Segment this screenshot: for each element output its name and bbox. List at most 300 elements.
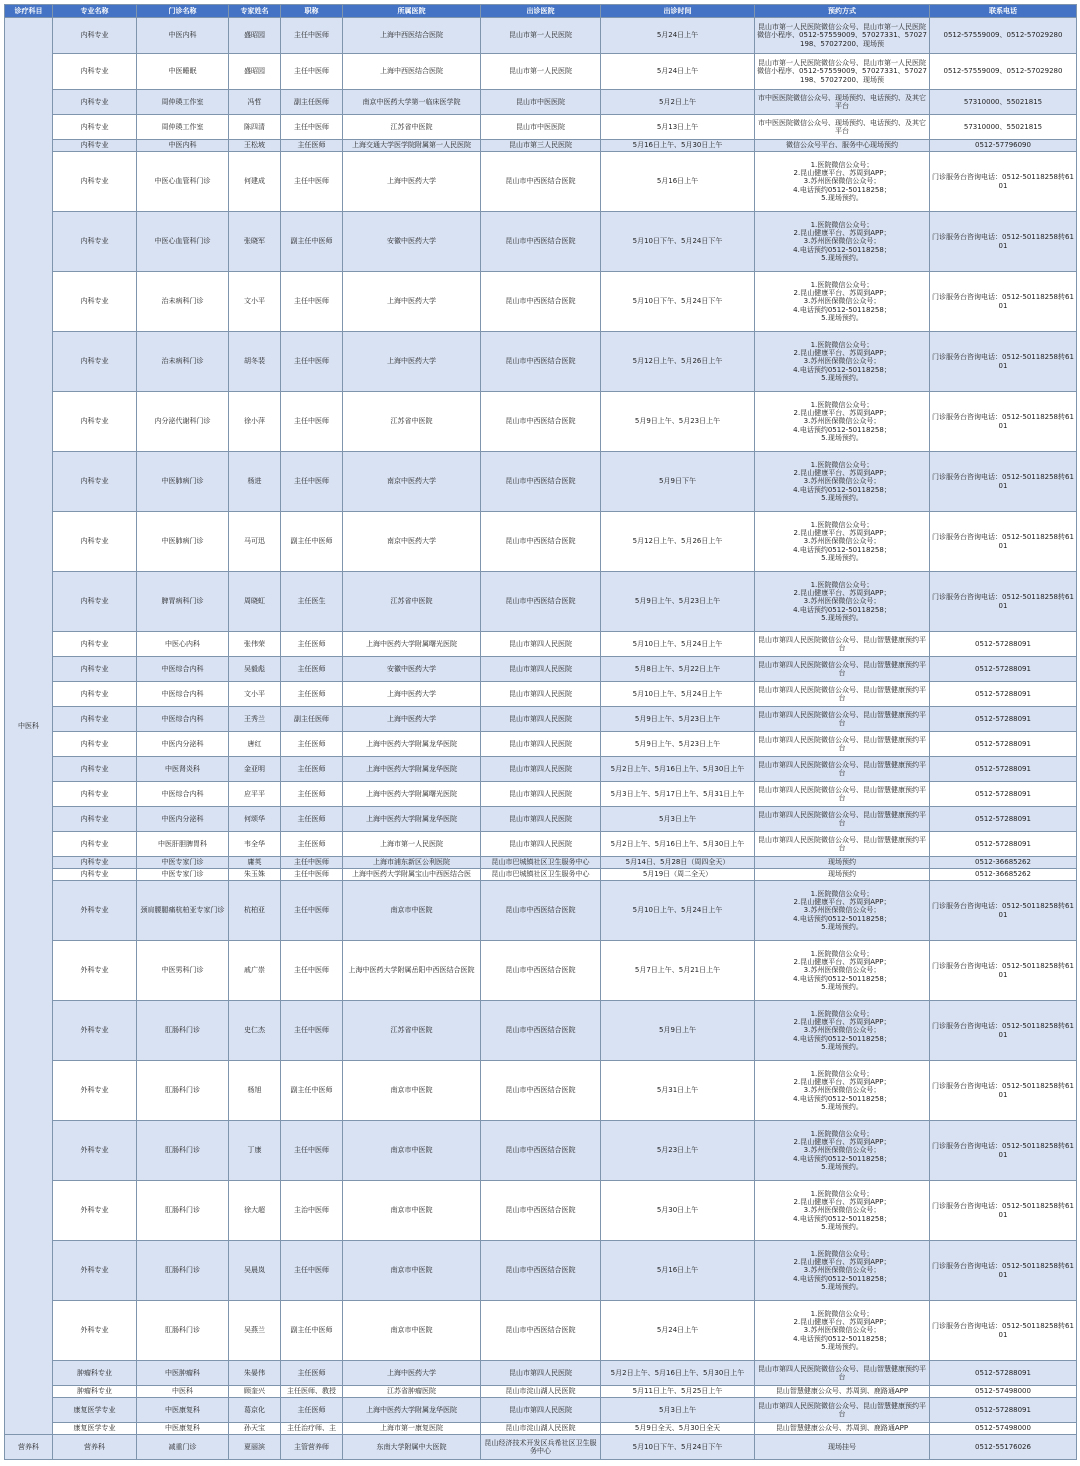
table-cell: 现场预约: [755, 869, 930, 881]
table-cell: 中医康复科: [137, 1423, 229, 1435]
table-cell: 主任中医师: [281, 869, 343, 881]
table-cell: 外科专业: [53, 1121, 137, 1181]
table-row: [5, 90, 1077, 115]
table-cell: 上海中医药大学附属龙华医院: [343, 807, 481, 832]
table-cell: 内科专业: [53, 115, 137, 140]
table-cell: 主任中医师: [281, 941, 343, 1001]
table-cell: 南京市中医院: [343, 1301, 481, 1361]
table-cell: 昆山市第四人民医院: [481, 782, 601, 807]
table-cell: 昆山市第四人民医院微信公众号、昆山智慧健康预约平台: [755, 782, 930, 807]
table-cell: 5月16日上午: [601, 152, 755, 212]
table-cell: 昆山市第四人民医院微信公众号、昆山智慧健康预约平台: [755, 657, 930, 682]
table-cell: 市中医医院微信公众号、现场预约、电话预约、及其它平台: [755, 90, 930, 115]
table-cell: 昆山市第一人民医院微信公众号、昆山市第一人民医院微信小程序、0512-57559009、57027331、57027198、57027200、现场预: [755, 54, 930, 90]
header-cell: 专业名称: [53, 5, 137, 18]
table-cell: 上海中医药大学: [343, 272, 481, 332]
table-cell: 朱玉姝: [229, 869, 281, 881]
table-cell: 1.医院微信公众号； 2.昆山健康平台、苏周到APP； 3.苏州医保微信公众号； 4.电话预约0512-50118258； 5.现场预约。: [755, 452, 930, 512]
table-row: [5, 1386, 1077, 1398]
table-cell: 中医综合内科: [137, 657, 229, 682]
table-cell: 1.医院微信公众号； 2.昆山健康平台、苏周到APP； 3.苏州医保微信公众号； 4.电话预约0512-50118258； 5.现场预约。: [755, 1001, 930, 1061]
table-cell: 5月10日下午、5月24日下午: [601, 212, 755, 272]
table-cell: 吴晨岚: [229, 1241, 281, 1301]
table-cell: 主任中医师: [281, 857, 343, 869]
table-cell: 1.医院微信公众号； 2.昆山健康平台、苏周到APP； 3.苏州医保微信公众号； 4.电话预约0512-50118258； 5.现场预约。: [755, 1241, 930, 1301]
table-cell: 昆山智慧健康公众号、苏周到、鹿路通APP: [755, 1386, 930, 1398]
table-cell: 昆山市中医医院: [481, 90, 601, 115]
table-cell: 内科专业: [53, 54, 137, 90]
table-row: [5, 452, 1077, 512]
table-cell: 昆山市第四人民医院: [481, 682, 601, 707]
table-cell: 中医肿瘤科: [137, 1361, 229, 1386]
table-cell: 昆山市第四人民医院: [481, 807, 601, 832]
header-cell: 诊疗科目: [5, 5, 53, 18]
table-cell: 王秀兰: [229, 707, 281, 732]
table-cell: 昆山市淀山湖人民医院: [481, 1423, 601, 1435]
table-row: [5, 572, 1077, 632]
table-cell: 内科专业: [53, 392, 137, 452]
table-cell: 张伟荣: [229, 632, 281, 657]
table-cell: 现场挂号: [755, 1435, 930, 1460]
table-cell: 微信公众号平台、服务中心现场预约: [755, 140, 930, 152]
table-cell: 南京市中医院: [343, 1061, 481, 1121]
table-cell: 内科专业: [53, 272, 137, 332]
table-cell: 何颂华: [229, 807, 281, 832]
table-cell: 南京中医药大学第一临床医学院: [343, 90, 481, 115]
table-cell: 门诊服务台咨询电话：0512-50118258转6101: [930, 1301, 1077, 1361]
table-cell: 盛昭园: [229, 54, 281, 90]
table-cell: 昆山市第一人民医院微信公众号、昆山市第一人民医院微信小程序、0512-57559009、57027331、57027198、57027200、现场预: [755, 18, 930, 54]
table-cell: 0512-57288091: [930, 1398, 1077, 1423]
table-cell: 昆山经济技术开发区兵希社区卫生服务中心: [481, 1435, 601, 1460]
table-cell: 周仲瑛工作室: [137, 90, 229, 115]
table-row: [5, 1301, 1077, 1361]
table-cell: 上海中医药大学: [343, 682, 481, 707]
table-cell: 中医专家门诊: [137, 857, 229, 869]
table-cell: 0512-57559009、0512-57029280: [930, 54, 1077, 90]
table-cell: 1.医院微信公众号； 2.昆山健康平台、苏周到APP； 3.苏州医保微信公众号； 4.电话预约0512-50118258； 5.现场预约。: [755, 512, 930, 572]
table-cell: 昆山市中西医结合医院: [481, 1001, 601, 1061]
table-cell: 上海市浦东新区公利医院: [343, 857, 481, 869]
table-cell: 1.医院微信公众号； 2.昆山健康平台、苏周到APP； 3.苏州医保微信公众号； 4.电话预约0512-50118258； 5.现场预约。: [755, 392, 930, 452]
table-cell: 吴毅彪: [229, 657, 281, 682]
table-cell: 0512-57288091: [930, 782, 1077, 807]
table-cell: 门诊服务台咨询电话：0512-50118258转6101: [930, 1061, 1077, 1121]
table-cell: 1.医院微信公众号； 2.昆山健康平台、苏周到APP； 3.苏州医保微信公众号； 4.电话预约0512-50118258； 5.现场预约。: [755, 332, 930, 392]
table-cell: 治未病科门诊: [137, 272, 229, 332]
table-row: [5, 272, 1077, 332]
table-row: [5, 632, 1077, 657]
table-cell: 周仲瑛工作室: [137, 115, 229, 140]
table-cell: 1.医院微信公众号； 2.昆山健康平台、苏周到APP； 3.苏州医保微信公众号； 4.电话预约0512-50118258； 5.现场预约。: [755, 152, 930, 212]
table-cell: 主任医师: [281, 732, 343, 757]
table-cell: 0512-57288091: [930, 682, 1077, 707]
table-cell: 门诊服务台咨询电话：0512-50118258转6101: [930, 1121, 1077, 1181]
table-cell: 中医肺病门诊: [137, 452, 229, 512]
table-cell: 门诊服务台咨询电话：0512-50118258转6101: [930, 392, 1077, 452]
table-cell: 外科专业: [53, 1061, 137, 1121]
table-cell: 江苏省肿瘤医院: [343, 1386, 481, 1398]
table-header: [5, 5, 1077, 18]
table-cell: 顾奎兴: [229, 1386, 281, 1398]
table-cell: 1.医院微信公众号； 2.昆山健康平台、苏周到APP； 3.苏州医保微信公众号； 4.电话预约0512-50118258； 5.现场预约。: [755, 212, 930, 272]
table-row: [5, 1435, 1077, 1460]
table-cell: 丁康: [229, 1121, 281, 1181]
table-cell: 5月10日上午、5月24日上午: [601, 632, 755, 657]
table-cell: 昆山市第四人民医院微信公众号、昆山智慧健康预约平台: [755, 832, 930, 857]
table-row: [5, 18, 1077, 54]
table-cell: 0512-57288091: [930, 707, 1077, 732]
table-cell: 内科专业: [53, 757, 137, 782]
table-cell: 庸英: [229, 857, 281, 869]
header-cell: 出诊医院: [481, 5, 601, 18]
table-row: [5, 115, 1077, 140]
table-cell: 门诊服务台咨询电话：0512-50118258转6101: [930, 272, 1077, 332]
table-cell: 内科专业: [53, 18, 137, 54]
table-cell: 1.医院微信公众号； 2.昆山健康平台、苏周到APP； 3.苏州医保微信公众号； 4.电话预约0512-50118258； 5.现场预约。: [755, 572, 930, 632]
table-cell: 0512-57498000: [930, 1386, 1077, 1398]
table-cell: 5月9日上午、5月23日上午: [601, 572, 755, 632]
table-cell: 外科专业: [53, 1001, 137, 1061]
header-cell: 专家姓名: [229, 5, 281, 18]
table-cell: 主任医师: [281, 657, 343, 682]
table-cell: 上海中医药大学附属曙光医院: [343, 632, 481, 657]
table-cell: 主任中医师: [281, 1241, 343, 1301]
table-cell: 江苏省中医院: [343, 392, 481, 452]
table-cell: 上海中医药大学附属曙光医院: [343, 782, 481, 807]
table-cell: 江苏省中医院: [343, 572, 481, 632]
table-cell: 昆山市第一人民医院: [481, 18, 601, 54]
table-cell: 副主任医师: [281, 90, 343, 115]
table-cell: 主任医师: [281, 1398, 343, 1423]
table-cell: 5月24日上午: [601, 18, 755, 54]
table-cell: 门诊服务台咨询电话：0512-50118258转6101: [930, 452, 1077, 512]
table-cell: 主任医师: [281, 807, 343, 832]
table-cell: 外科专业: [53, 1241, 137, 1301]
table-cell: 昆山市中西医结合医院: [481, 272, 601, 332]
table-cell: 门诊服务台咨询电话：0512-50118258转6101: [930, 572, 1077, 632]
table-cell: 中医男科门诊: [137, 941, 229, 1001]
table-cell: 东南大学附属中大医院: [343, 1435, 481, 1460]
table-cell: 5月10日下午、5月24日下午: [601, 272, 755, 332]
table-cell: 营养科: [53, 1435, 137, 1460]
table-row: [5, 1361, 1077, 1386]
table-cell: 5月7日上午、5月21日上午: [601, 941, 755, 1001]
table-cell: 江苏省中医院: [343, 1001, 481, 1061]
table-cell: 韦全华: [229, 832, 281, 857]
table-cell: 肛肠科门诊: [137, 1121, 229, 1181]
table-cell: 中医肾炎科: [137, 757, 229, 782]
table-cell: 0512-57288091: [930, 757, 1077, 782]
table-cell: 昆山市中西医结合医院: [481, 512, 601, 572]
table-cell: 内科专业: [53, 572, 137, 632]
table-cell: 主任中医师: [281, 115, 343, 140]
table-cell: 0512-36685262: [930, 869, 1077, 881]
table-cell: 5月16日上午、5月30日上午: [601, 140, 755, 152]
table-cell: 主管营养师: [281, 1435, 343, 1460]
table-cell: 5月13日上午: [601, 115, 755, 140]
table-cell: 外科专业: [53, 1181, 137, 1241]
table-cell: 昆山市中西医结合医院: [481, 1181, 601, 1241]
table-cell: 肛肠科门诊: [137, 1001, 229, 1061]
table-cell: 昆山市第四人民医院微信公众号、昆山智慧健康预约平台: [755, 707, 930, 732]
table-cell: 杨旭: [229, 1061, 281, 1121]
table-cell: 1.医院微信公众号； 2.昆山健康平台、苏周到APP； 3.苏州医保微信公众号； 4.电话预约0512-50118258； 5.现场预约。: [755, 1061, 930, 1121]
department-cell: 营养科: [5, 1435, 53, 1460]
table-cell: 1.医院微信公众号； 2.昆山健康平台、苏周到APP； 3.苏州医保微信公众号； 4.电话预约0512-50118258； 5.现场预约。: [755, 881, 930, 941]
table-row: [5, 832, 1077, 857]
table-cell: 5月8日上午、5月22日上午: [601, 657, 755, 682]
table-cell: 0512-55176026: [930, 1435, 1077, 1460]
header-cell: 出诊时间: [601, 5, 755, 18]
table-row: [5, 757, 1077, 782]
table-cell: 上海交通大学医学院附属第一人民医院: [343, 140, 481, 152]
table-body: [5, 18, 1077, 1460]
table-cell: 南京中医药大学: [343, 512, 481, 572]
table-cell: 昆山市淀山湖人民医院: [481, 1386, 601, 1398]
table-cell: 主任中医师: [281, 332, 343, 392]
header-cell: 预约方式: [755, 5, 930, 18]
table-cell: 中医内分泌科: [137, 807, 229, 832]
table-cell: 门诊服务台咨询电话：0512-50118258转6101: [930, 152, 1077, 212]
table-cell: 主任中医师: [281, 54, 343, 90]
table-cell: 上海市第一人民医院: [343, 832, 481, 857]
table-cell: 昆山市第四人民医院: [481, 657, 601, 682]
table-cell: 5月10日上午、5月24日上午: [601, 682, 755, 707]
table-cell: 0512-57288091: [930, 807, 1077, 832]
table-cell: 昆山市中西医结合医院: [481, 1301, 601, 1361]
table-cell: 5月9日上午、5月23日上午: [601, 732, 755, 757]
table-cell: 南京中医药大学: [343, 452, 481, 512]
table-row: [5, 657, 1077, 682]
table-cell: 南京市中医院: [343, 1241, 481, 1301]
table-cell: 昆山市第四人民医院微信公众号、昆山智慧健康预约平台: [755, 732, 930, 757]
table-cell: 肛肠科门诊: [137, 1301, 229, 1361]
table-cell: 副主任中医师: [281, 212, 343, 272]
table-cell: 主任医师: [281, 632, 343, 657]
table-cell: 0512-57559009、0512-57029280: [930, 18, 1077, 54]
table-cell: 5月9日下午: [601, 452, 755, 512]
table-cell: 1.医院微信公众号； 2.昆山健康平台、苏周到APP； 3.苏州医保微信公众号； 4.电话预约0512-50118258； 5.现场预约。: [755, 1121, 930, 1181]
table-row: [5, 732, 1077, 757]
table-cell: 昆山市巴城镇社区卫生服务中心: [481, 857, 601, 869]
table-cell: 1.医院微信公众号； 2.昆山健康平台、苏周到APP； 3.苏州医保微信公众号； 4.电话预约0512-50118258； 5.现场预约。: [755, 1181, 930, 1241]
table-cell: 减重门诊: [137, 1435, 229, 1460]
table-cell: 中医综合内科: [137, 682, 229, 707]
table-cell: 主任医师: [281, 757, 343, 782]
table-row: [5, 1423, 1077, 1435]
table-cell: 5月23日上午: [601, 1121, 755, 1181]
table-cell: 马可迅: [229, 512, 281, 572]
table-cell: 内科专业: [53, 682, 137, 707]
table-cell: 0512-57288091: [930, 1361, 1077, 1386]
table-cell: 主任治疗师、主: [281, 1423, 343, 1435]
table-cell: 昆山市第四人民医院: [481, 1398, 601, 1423]
table-cell: 上海中医药大学: [343, 1361, 481, 1386]
table-cell: 内分泌代谢科门诊: [137, 392, 229, 452]
table-cell: 门诊服务台咨询电话：0512-50118258转6101: [930, 1001, 1077, 1061]
table-cell: 吴燕兰: [229, 1301, 281, 1361]
table-row: [5, 140, 1077, 152]
table-cell: 徐大超: [229, 1181, 281, 1241]
table-cell: 夏丽滨: [229, 1435, 281, 1460]
table-cell: 上海中医药大学附属岳阳中西医结合医院: [343, 941, 481, 1001]
table-cell: 0512-57288091: [930, 732, 1077, 757]
table-cell: 5月30日上午: [601, 1181, 755, 1241]
table-cell: 主治中医师: [281, 1181, 343, 1241]
table-cell: 中医科: [137, 1386, 229, 1398]
table-cell: 内科专业: [53, 90, 137, 115]
table-row: [5, 512, 1077, 572]
table-cell: 主任医师: [281, 1361, 343, 1386]
table-cell: 门诊服务台咨询电话：0512-50118258转6101: [930, 332, 1077, 392]
table-cell: 中医内分泌科: [137, 732, 229, 757]
table-cell: 现场预约: [755, 857, 930, 869]
table-cell: 0512-57796090: [930, 140, 1077, 152]
table-row: [5, 1001, 1077, 1061]
table-row: [5, 392, 1077, 452]
table-cell: 中医肝胆脾胃科: [137, 832, 229, 857]
table-cell: 昆山市第四人民医院微信公众号、昆山智慧健康预约平台: [755, 1398, 930, 1423]
table-cell: 内科专业: [53, 807, 137, 832]
table-cell: 肛肠科门诊: [137, 1061, 229, 1121]
table-cell: 内科专业: [53, 140, 137, 152]
table-row: [5, 782, 1077, 807]
table-cell: 市中医医院微信公众号、现场预约、电话预约、及其它平台: [755, 115, 930, 140]
table-cell: 孙天宝: [229, 1423, 281, 1435]
table-cell: 昆山市中西医结合医院: [481, 1121, 601, 1181]
table-cell: 中医肺病门诊: [137, 512, 229, 572]
table-cell: 上海中西医结合医院: [343, 54, 481, 90]
table-cell: 肿瘤科专业: [53, 1386, 137, 1398]
table-cell: 5月11日上午、5月25日上午: [601, 1386, 755, 1398]
table-cell: 周晓虹: [229, 572, 281, 632]
table-cell: 昆山市中医医院: [481, 115, 601, 140]
table-cell: 外科专业: [53, 1301, 137, 1361]
table-cell: 杭柏亚: [229, 881, 281, 941]
table-cell: 主任中医师: [281, 1001, 343, 1061]
table-cell: 主任医师: [281, 682, 343, 707]
table-cell: 唐红: [229, 732, 281, 757]
table-cell: 杨进: [229, 452, 281, 512]
table-row: [5, 1241, 1077, 1301]
table-cell: 昆山市中西医结合医院: [481, 1061, 601, 1121]
table-cell: 中医内科: [137, 140, 229, 152]
table-cell: 主任医师、教授: [281, 1386, 343, 1398]
table-cell: 颈肩腰腿痛杭柏亚专家门诊: [137, 881, 229, 941]
header-cell: 联系电话: [930, 5, 1077, 18]
table-cell: 昆山市第四人民医院: [481, 732, 601, 757]
table-cell: 江苏省中医院: [343, 115, 481, 140]
table-cell: 应平平: [229, 782, 281, 807]
table-cell: 外科专业: [53, 941, 137, 1001]
table-row: [5, 1398, 1077, 1423]
table-cell: 5月9日上午、5月23日上午: [601, 392, 755, 452]
table-cell: 内科专业: [53, 512, 137, 572]
table-row: [5, 881, 1077, 941]
table-cell: 昆山市中西医结合医院: [481, 1241, 601, 1301]
table-cell: 昆山市中西医结合医院: [481, 392, 601, 452]
table-cell: 主任中医师: [281, 272, 343, 332]
table-row: [5, 807, 1077, 832]
table-cell: 5月2日上午、5月16日上午、5月30日上午: [601, 1361, 755, 1386]
table-cell: 昆山市第四人民医院微信公众号、昆山智慧健康预约平台: [755, 807, 930, 832]
table-cell: 中医心血管科门诊: [137, 212, 229, 272]
table-cell: 肛肠科门诊: [137, 1181, 229, 1241]
table-cell: 中医综合内科: [137, 782, 229, 807]
table-cell: 中医心血管科门诊: [137, 152, 229, 212]
table-cell: 中医心内科: [137, 632, 229, 657]
header-cell: 所属医院: [343, 5, 481, 18]
table-cell: 5月16日上午: [601, 1241, 755, 1301]
table-cell: 门诊服务台咨询电话：0512-50118258转6101: [930, 212, 1077, 272]
table-cell: 内科专业: [53, 869, 137, 881]
table-cell: 0512-57288091: [930, 832, 1077, 857]
table-cell: 康复医学专业: [53, 1423, 137, 1435]
table-row: [5, 1181, 1077, 1241]
table-cell: 57310000、55021815: [930, 115, 1077, 140]
header-cell: 职称: [281, 5, 343, 18]
table-cell: 主任中医师: [281, 392, 343, 452]
table-cell: 门诊服务台咨询电话：0512-50118258转6101: [930, 881, 1077, 941]
table-cell: 葛京化: [229, 1398, 281, 1423]
table-cell: 昆山市中西医结合医院: [481, 572, 601, 632]
table-cell: 5月2日上午、5月16日上午、5月30日上午: [601, 832, 755, 857]
table-cell: 上海中医药大学: [343, 152, 481, 212]
table-cell: 副主任医师: [281, 707, 343, 732]
table-cell: 主任医师: [281, 140, 343, 152]
table-cell: 陈四清: [229, 115, 281, 140]
table-cell: 5月3日上午、5月17日上午、5月31日上午: [601, 782, 755, 807]
table-cell: 主任中医师: [281, 152, 343, 212]
table-cell: 内科专业: [53, 212, 137, 272]
table-row: [5, 707, 1077, 732]
table-cell: 戚广崇: [229, 941, 281, 1001]
table-row: [5, 1061, 1077, 1121]
table-cell: 昆山市中西医结合医院: [481, 212, 601, 272]
department-cell: 中医科: [5, 18, 53, 1435]
table-cell: 上海中西医结合医院: [343, 18, 481, 54]
table-cell: 0512-57288091: [930, 657, 1077, 682]
table-cell: 冯哲: [229, 90, 281, 115]
table-cell: 内科专业: [53, 732, 137, 757]
table-cell: 上海市第一康复医院: [343, 1423, 481, 1435]
table-cell: 主任中医师: [281, 881, 343, 941]
table-cell: 0512-57498000: [930, 1423, 1077, 1435]
table-cell: 南京市中医院: [343, 1121, 481, 1181]
table-cell: 盛昭园: [229, 18, 281, 54]
table-cell: 上海中医药大学附属龙华医院: [343, 732, 481, 757]
table-cell: 张晓军: [229, 212, 281, 272]
table-cell: 5月12日上午、5月26日上午: [601, 512, 755, 572]
table-cell: 昆山智慧健康公众号、苏周到、鹿路通APP: [755, 1423, 930, 1435]
table-cell: 上海中医药大学: [343, 707, 481, 732]
table-cell: 上海中医药大学附属龙华医院: [343, 1398, 481, 1423]
table-cell: 中医睡眠: [137, 54, 229, 90]
table-cell: 5月2日上午、5月16日上午、5月30日上午: [601, 757, 755, 782]
table-cell: 昆山市第四人民医院微信公众号、昆山智慧健康预约平台: [755, 632, 930, 657]
table-row: [5, 941, 1077, 1001]
table-cell: 昆山市中西医结合医院: [481, 332, 601, 392]
table-cell: 5月19日（周二全天）: [601, 869, 755, 881]
table-cell: 1.医院微信公众号； 2.昆山健康平台、苏周到APP； 3.苏州医保微信公众号； 4.电话预约0512-50118258； 5.现场预约。: [755, 272, 930, 332]
table-cell: 5月14日、5月28日（周四全天）: [601, 857, 755, 869]
table-cell: 上海中医药大学附属宝山中西医结合医: [343, 869, 481, 881]
table-cell: 5月3日上午: [601, 807, 755, 832]
table-cell: 康复医学专业: [53, 1398, 137, 1423]
table-cell: 昆山市中西医结合医院: [481, 881, 601, 941]
table-cell: 副主任中医师: [281, 512, 343, 572]
